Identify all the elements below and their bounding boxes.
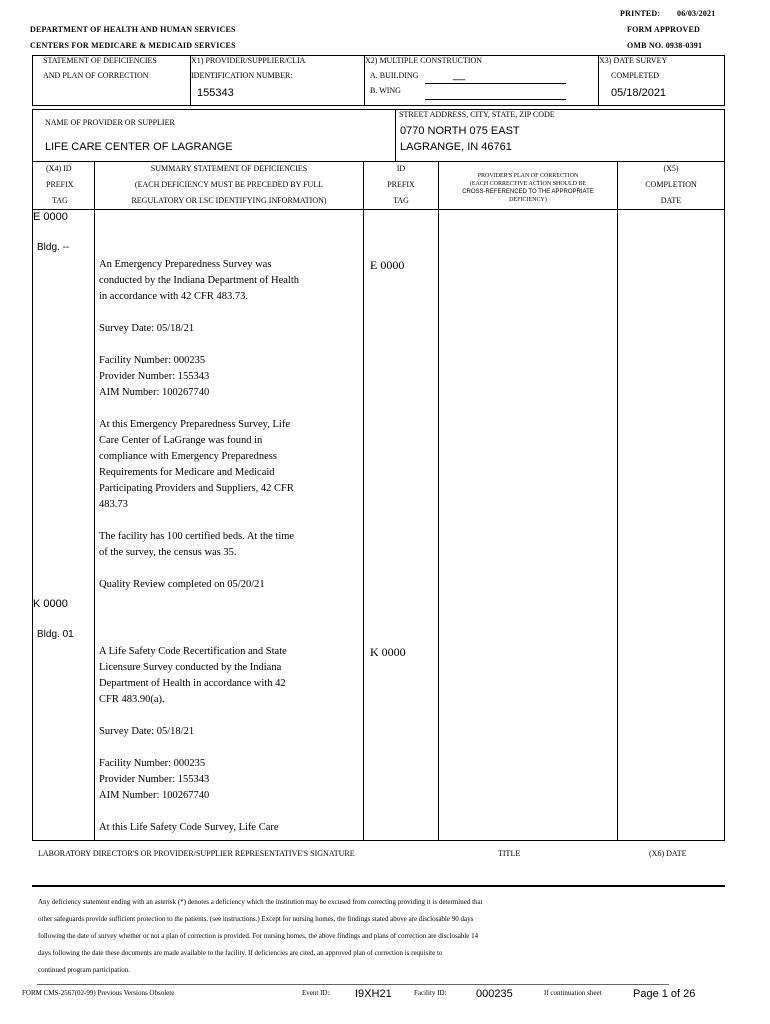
department-name: DEPARTMENT OF HEALTH AND HUMAN SERVICES <box>30 25 236 34</box>
building-label: A. BUILDING <box>370 71 419 80</box>
k-summary-line: Department of Health in accordance with 42 <box>99 678 286 689</box>
x3-label-1: X3) DATE SURVEY <box>599 56 668 65</box>
id-prefix-header: PREFIX <box>387 180 415 189</box>
x3-label-2: COMPLETED <box>611 71 659 80</box>
address-label: STREET ADDRESS, CITY, STATE, ZIP CODE <box>399 110 555 119</box>
e-summary-line: Requirements for Medicare and Medicaid <box>99 467 275 478</box>
provider-name-label: NAME OF PROVIDER OR SUPPLIER <box>45 118 175 127</box>
plan-header-2: (EACH CORRECTIVE ACTION SHOULD BE <box>469 181 587 187</box>
k-summary-line: Provider Number: 155343 <box>99 774 210 785</box>
e-summary-line <box>99 561 299 577</box>
page-number: Page 1 of 26 <box>633 988 696 1000</box>
facility-id-value: 000235 <box>476 988 513 1000</box>
event-id-label: Event ID: <box>302 989 330 997</box>
disclaimer-line: Any deficiency statement ending with an asterisk (*) denotes a deficiency which the institution may be excused from correcting providing it is determined that <box>38 898 483 906</box>
plan-header-1: PROVIDER'S PLAN OF CORRECTION <box>477 173 579 179</box>
statement-label-2: AND PLAN OF CORRECTION <box>43 71 149 80</box>
omb-number: OMB NO. 0938-0391 <box>627 41 703 50</box>
provider-id-value: 155343 <box>197 87 234 99</box>
e-summary-line: 483.73 <box>99 499 128 510</box>
e-summary-line: Facility Number: 000235 <box>99 355 206 366</box>
e-summary-line: The facility has 100 certified beds. At the time <box>99 531 295 542</box>
address-line-2: LAGRANGE, IN 46761 <box>400 141 512 153</box>
x1-label-1: X1) PROVIDER/SUPPLIER/CLIA <box>191 56 306 65</box>
e-summary-line <box>99 337 299 353</box>
k-id-tag: K 0000 <box>370 645 406 659</box>
completion-header: COMPLETION <box>645 180 697 189</box>
k-summary-line: At this Life Safety Code Survey, Life Care <box>99 822 279 833</box>
k-summary-line: Facility Number: 000235 <box>99 758 206 769</box>
e-building: Bldg. -- <box>37 242 70 253</box>
plan-header-4: DEFICIENCY) <box>509 197 547 203</box>
address-line-1: 0770 NORTH 075 EAST <box>400 125 520 137</box>
wing-underline <box>425 99 566 100</box>
disclaimer-line: other safeguards provide sufficient protection to the patients. (see instructions.) Except for nursing homes, the findings stated above are disclosable 90 days <box>38 915 474 923</box>
k-summary-line: Survey Date: 05/18/21 <box>99 726 195 737</box>
e-summary-line: conducted by the Indiana Department of Health <box>99 275 300 286</box>
date-header: DATE <box>660 196 682 205</box>
summary-header-2: (EACH DEFICIENCY MUST BE PRECEDED BY FULL <box>134 180 324 189</box>
e-summary-text <box>99 257 299 593</box>
building-value: __ <box>453 69 466 81</box>
printed-label: PRINTED: <box>620 9 661 18</box>
k-summary-line <box>99 804 287 820</box>
e-summary-line: compliance with Emergency Preparedness <box>99 451 277 462</box>
facility-id-label: Facility ID: <box>414 989 447 997</box>
title-label: TITLE <box>498 849 521 858</box>
disclaimer-line: days following the date these documents are made available to the facility. If deficiencies are cited, an approved plan of correction is requisite to <box>38 949 443 957</box>
x5-header: (X5) <box>663 164 679 173</box>
survey-date-value: 05/18/2021 <box>611 87 667 99</box>
e-summary-line: Quality Review completed on 05/20/21 <box>99 579 265 590</box>
wing-label: B. WING <box>370 86 401 95</box>
e-summary-line: in accordance with 42 CFR 483.73. <box>99 291 249 302</box>
printed-date: 06/03/2021 <box>677 9 716 18</box>
statement-label-1: STATEMENT OF DEFICIENCIES <box>43 56 157 65</box>
provider-name-value: LIFE CARE CENTER OF LAGRANGE <box>45 141 233 153</box>
k-prefix-tag: K 0000 <box>33 598 68 610</box>
e-id-tag: E 0000 <box>370 258 405 272</box>
disclaimer-text <box>38 894 483 979</box>
e-summary-line: An Emergency Preparedness Survey was <box>99 259 272 270</box>
e-summary-line <box>99 513 299 529</box>
e-prefix-tag: E 0000 <box>33 211 68 223</box>
x4-tag: TAG <box>52 196 68 205</box>
summary-header-1: SUMMARY STATEMENT OF DEFICIENCIES <box>150 164 308 173</box>
k-summary-line <box>99 708 287 724</box>
disclaimer-line: following the date of survey whether or not a plan of correction is provided. For nursing homes, the above findings and plans of correction are disclosable 14 <box>38 932 479 940</box>
x4-prefix: PREFIX <box>46 180 74 189</box>
building-underline <box>425 83 566 84</box>
x1-label-2: IDENTIFICATION NUMBER: <box>191 71 293 80</box>
footer-rule <box>37 984 669 985</box>
x6-date-label: (X6) DATE <box>649 849 687 858</box>
continuation-label: If continuation sheet <box>544 989 602 997</box>
e-summary-line <box>99 305 299 321</box>
plan-header-3: CROSS-REFERENCED TO THE APPROPRIATE <box>462 189 594 195</box>
e-summary-line: Participating Providers and Suppliers, 42 CFR <box>99 483 294 494</box>
form-number: FORM CMS-2567(02-99) Previous Versions Obsolete <box>22 989 175 997</box>
e-summary-line <box>99 401 299 417</box>
event-id-value: I9XH21 <box>355 988 392 1000</box>
e-summary-line: AIM Number: 100267740 <box>99 387 210 398</box>
k-summary-line: Licensure Survey conducted by the Indiana <box>99 662 282 673</box>
e-summary-line: of the survey, the census was 35. <box>99 547 237 558</box>
e-summary-line: Survey Date: 05/18/21 <box>99 323 195 334</box>
k-summary-line <box>99 740 287 756</box>
x2-label: X2) MULTIPLE CONSTRUCTION <box>365 56 483 65</box>
k-summary-line: CFR 483.90(a). <box>99 694 165 705</box>
id-header: ID <box>396 164 406 173</box>
id-tag-header: TAG <box>393 196 409 205</box>
e-summary-line: Provider Number: 155343 <box>99 371 210 382</box>
signature-divider <box>32 885 725 887</box>
e-summary-line: At this Emergency Preparedness Survey, Life <box>99 419 290 430</box>
k-summary-line: A Life Safety Code Recertification and State <box>99 646 287 657</box>
x4-label: (X4) ID <box>46 164 72 173</box>
centers-name: CENTERS FOR MEDICARE & MEDICAID SERVICES <box>30 41 236 50</box>
e-summary-line: Care Center of LaGrange was found in <box>99 435 263 446</box>
k-summary-text <box>99 644 287 836</box>
signature-label: LABORATORY DIRECTOR'S OR PROVIDER/SUPPLIER REPRESENTATIVE'S SIGNATURE <box>38 849 355 858</box>
k-building: Bldg. 01 <box>37 629 74 640</box>
form-approved: FORM APPROVED <box>627 25 701 34</box>
summary-header-3: REGULATORY OR LSC IDENTIFYING INFORMATION) <box>131 196 327 205</box>
disclaimer-line: continued program participation. <box>38 966 130 974</box>
k-summary-line: AIM Number: 100267740 <box>99 790 210 801</box>
